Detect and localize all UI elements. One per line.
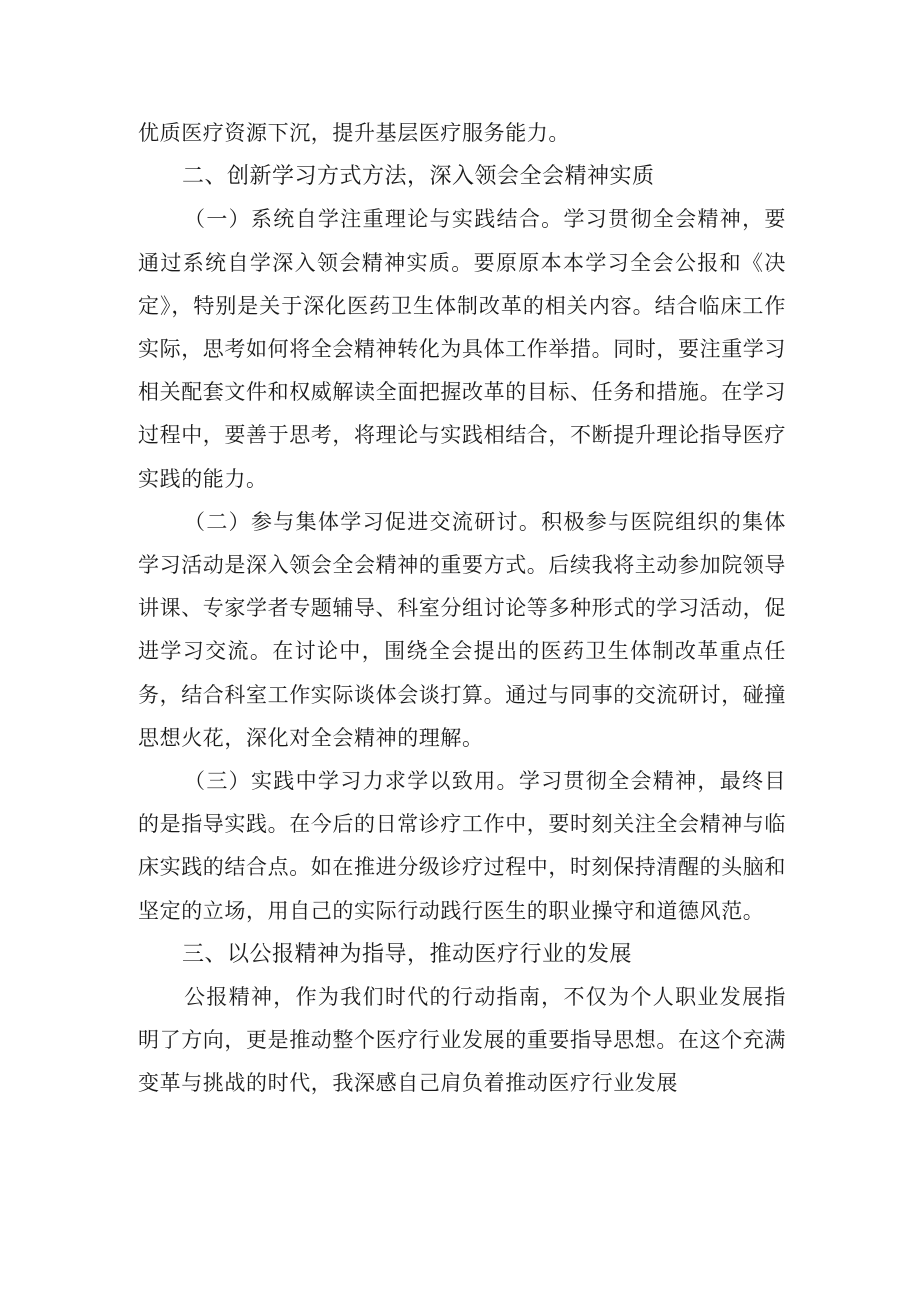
paragraph-2-2: （二）参与集体学习促进交流研讨。积极参与医院组织的集体学习活动是深入领会全会精神的重要方式。后续我将主动参加院领导讲课、专家学者专题辅导、科室分组讨论等多种形式的学习活动，促进学习交流。在讨论中，围绕全会提出的医药卫生体制改革重点任务，结合科室工作实际谈体会谈打算。通过与同事的交流研讨，碰撞思想火花，深化对全会精神的理解。	[138, 509, 786, 750]
paragraph-2-3: （三）实践中学习力求学以致用。学习贯彻全会精神，最终目的是指导实践。在今后的日常诊疗工作中，要时刻关注全会精神与临床实践的结合点。如在推进分级诊疗过程中，时刻保持清醒的头脑和坚定的立场，用自己的实际行动践行医生的职业操守和道德风范。	[138, 769, 786, 923]
section-heading-2: 二、创新学习方式方法，深入领会全会精神实质	[182, 164, 655, 190]
document-body	[138, 112, 786, 1106]
paragraph-2-1: （一）系统自学注重理论与实践结合。学习贯彻全会精神，要通过系统自学深入领会精神实质。要原原本本学习全会公报和《决定》，特别是关于深化医药卫生体制改革的相关内容。结合临床工作实际，思考如何将全会精神转化为具体工作举措。同时，要注重学习相关配套文件和权威解读全面把握改革的目标、任务和措施。在学习过程中，要善于思考，将理论与实践相结合，不断提升理论指导医疗实践的能力。	[138, 207, 786, 491]
section-heading-3: 三、以公报精神为指导，推动医疗行业的发展	[182, 941, 633, 967]
paragraph-continuation: 优质医疗资源下沉，提升基层医疗服务能力。	[138, 121, 570, 145]
paragraph-3-1: 公报精神，作为我们时代的行动指南，不仅为个人职业发展指明了方向，更是推动整个医疗行业发展的重要指导思想。在这个充满变革与挑战的时代，我深感自己肩负着推动医疗行业发展	[138, 985, 786, 1096]
